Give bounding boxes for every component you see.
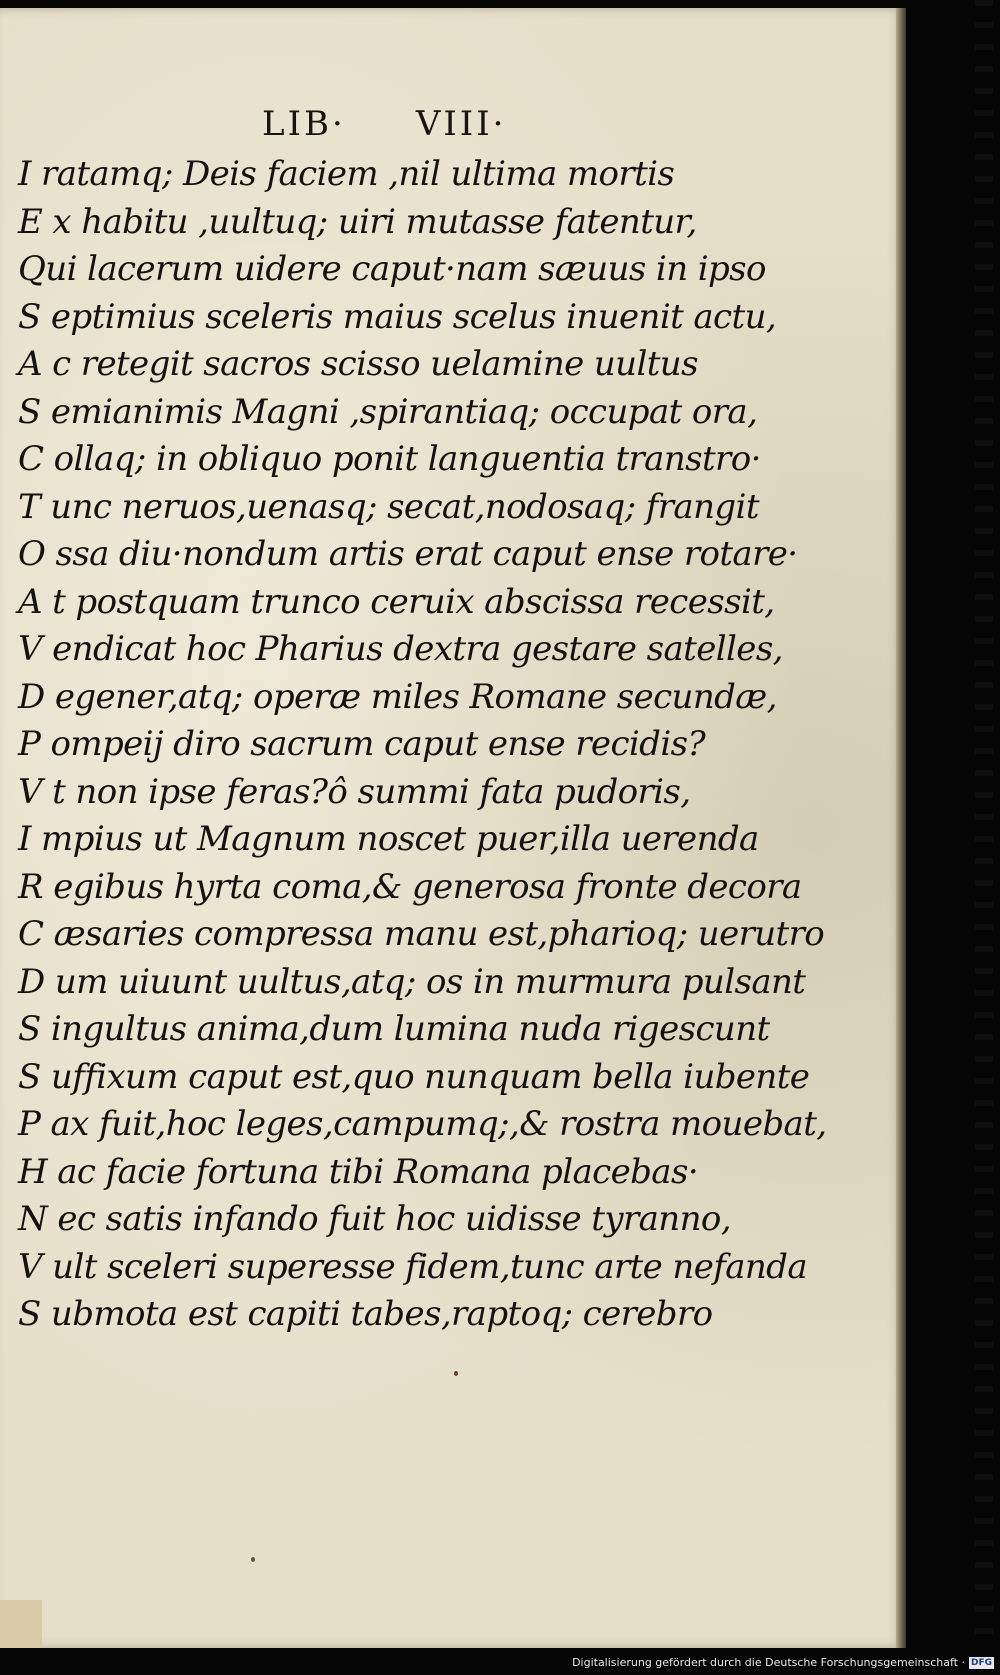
- verse-text: [18, 150, 878, 1338]
- dfg-logo: DFG: [970, 1657, 992, 1668]
- running-header: [262, 104, 506, 144]
- show-through-bleed: [975, 0, 993, 1640]
- verse-line: V ult sceleri superesse fidem,tunc arte nefanda: [18, 1246, 807, 1287]
- verse-line: P ax fuit,hoc leges,campumq;,& rostra mouebat,: [18, 1104, 827, 1144]
- verse-line: E x habitu ,uultuq; uiri mutasse fatentur,: [18, 201, 697, 242]
- verse-line: P ompeij diro sacrum caput ense recidis?: [18, 724, 706, 764]
- verse-line: R egibus hyrta coma,& generosa fronte decora: [18, 866, 802, 907]
- ink-speck: [454, 1371, 458, 1376]
- verse-line: D um uiuunt uultus,atq; os in murmura pulsant: [18, 961, 806, 1002]
- verse-line: S emianimis Magni ,spirantiaq; occupat ora,: [18, 391, 758, 432]
- verse-line: N ec satis infando fuit hoc uidisse tyranno,: [18, 1199, 731, 1239]
- verse-line: T unc neruos,uenasq; secat,nodosaq; frangit: [18, 486, 759, 527]
- header-book-number: VIII·: [415, 104, 507, 144]
- verse-line: C æsaries compressa manu est,pharioq; uerutro: [18, 914, 825, 954]
- verse-line: V t non ipse feras?ô summi fata pudoris,: [18, 771, 691, 812]
- verse-line: D egener,atq; operæ miles Romane secundæ,: [18, 676, 777, 717]
- verse-line: A c retegit sacros scisso uelamine uultus: [18, 344, 698, 384]
- verse-line: S ubmota est capiti tabes,raptoq; cerebro: [18, 1294, 713, 1334]
- corner-stain: [0, 1600, 42, 1648]
- verse-line: A t postquam trunco ceruix abscissa recessit,: [18, 581, 775, 622]
- digitization-credit: [572, 1656, 994, 1669]
- verse-line: C ollaq; in obliquo ponit languentia transtro·: [18, 439, 761, 479]
- verse-line: Qui lacerum uidere caput·nam sæuus in ipso: [18, 249, 766, 289]
- header-book-label: LIB·: [262, 104, 346, 144]
- verse-line: O ssa diu·nondum artis erat caput ense rotare·: [18, 534, 798, 574]
- verse-line: S eptimius sceleris maius scelus inuenit actu,: [18, 296, 777, 337]
- ink-speck: [251, 1557, 255, 1562]
- verse-line: S ingultus anima,dum lumina nuda rigescunt: [18, 1009, 770, 1049]
- verse-line: H ac facie fortuna tibi Romana placebas·: [18, 1151, 699, 1192]
- verse-line: V endicat hoc Pharius dextra gestare satelles,: [18, 629, 783, 669]
- verse-line: S uffixum caput est,quo nunquam bella iubente: [18, 1056, 810, 1097]
- page-edge: [896, 8, 906, 1648]
- verse-line: I ratamq; Deis faciem ,nil ultima mortis: [18, 154, 675, 194]
- verse-line: I mpius ut Magnum noscet puer,illa uerenda: [18, 819, 759, 859]
- credit-text: Digitalisierung gefördert durch die Deutsche Forschungsgemeinschaft ·: [572, 1656, 965, 1669]
